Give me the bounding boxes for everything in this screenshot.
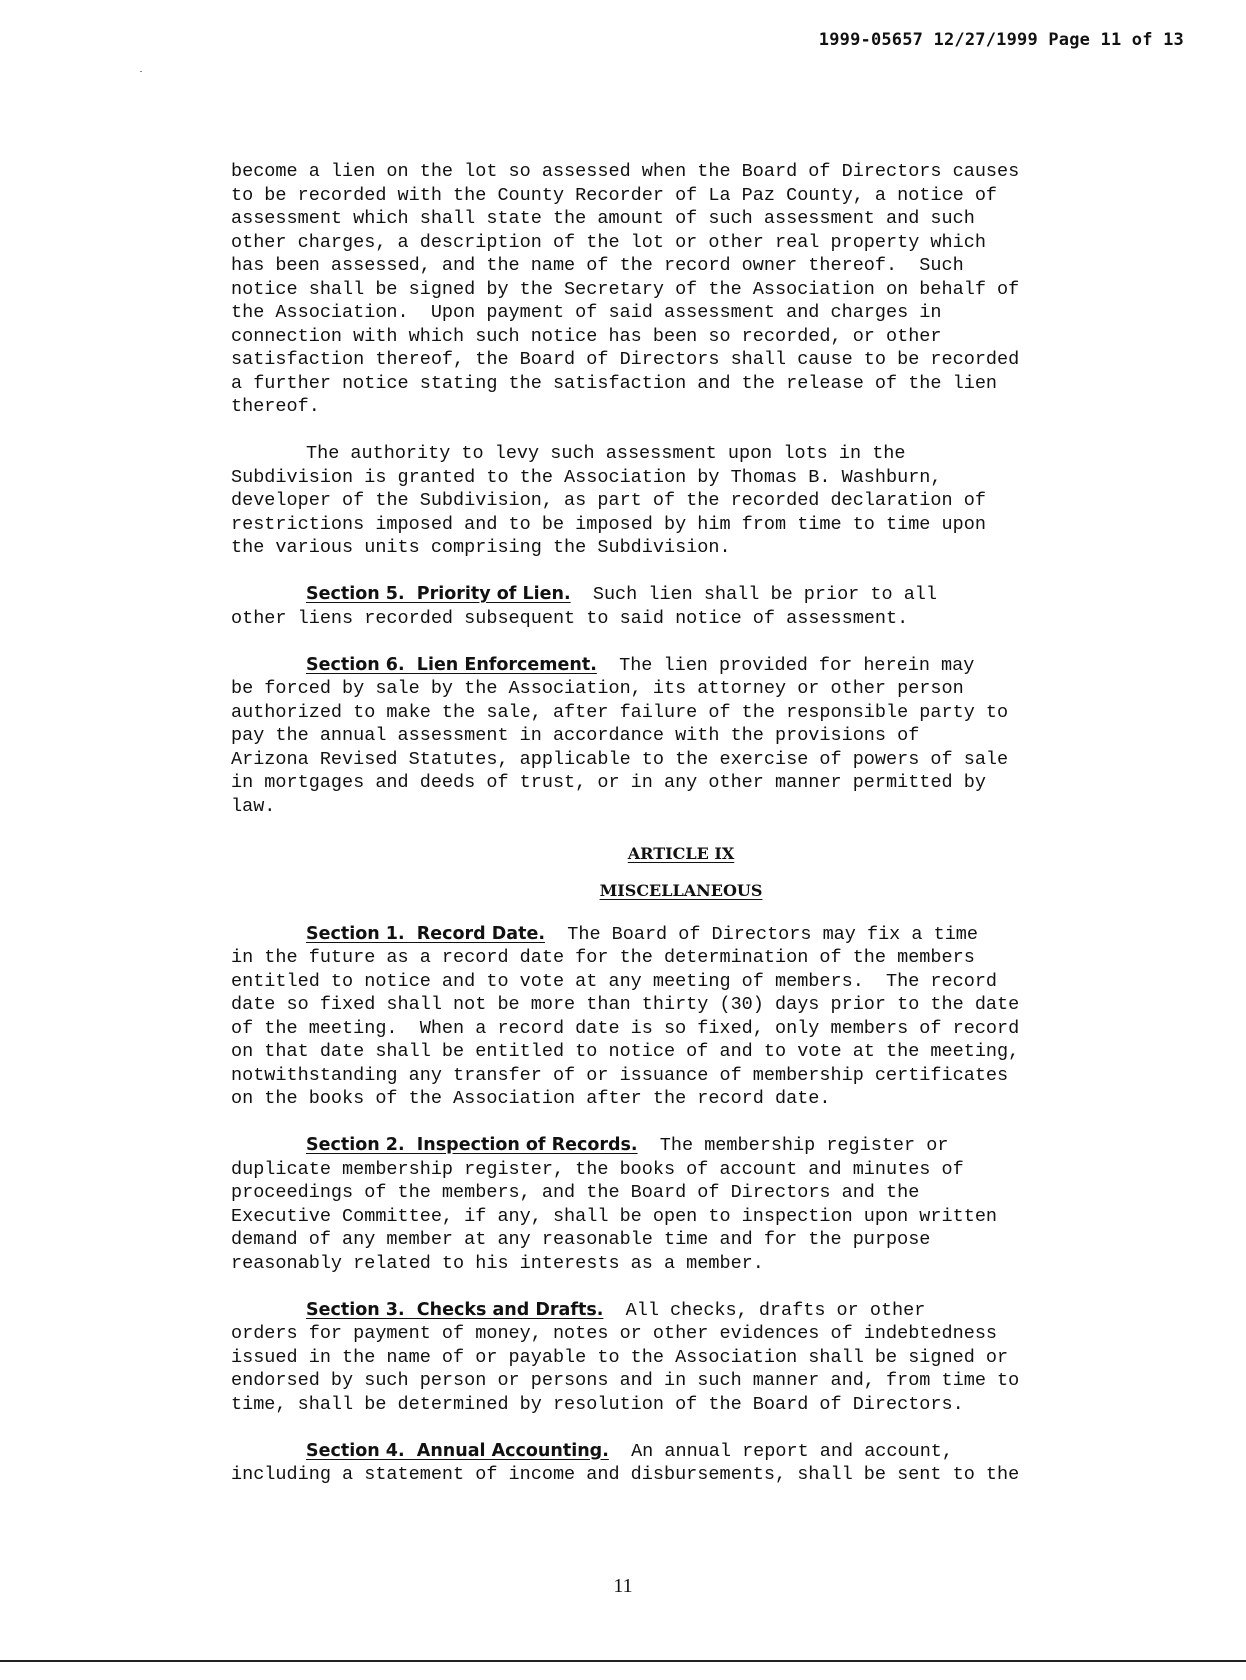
section-lien-enforcement (231, 654, 1131, 819)
scan-speck (140, 71, 142, 72)
section-body: including a statement of income and disbursements, shall be sent to the (231, 1464, 1020, 1485)
section-body: in the future as a record date for the determination of the members entitled to notice and to vote at any meeting of members. The record date so fixed shall not be more than thirty (30) days prior to the date of the meeting. When a record date is so fixed, only members of record on that date shall be entitled to notice of and to vote at the meeting, notwithstanding any transfer of or issuance of membership certificates on the books of the Association after the record date. (231, 947, 1020, 1109)
bottom-edge-rule (0, 1660, 1246, 1662)
section-first-line: The Board of Directors may fix a time (567, 923, 979, 945)
section-priority-of-lien (231, 583, 1131, 630)
section-heading: Section 4. Annual Accounting. (306, 1440, 609, 1461)
paragraph-authority (231, 442, 1131, 560)
page-number: 11 (613, 1575, 633, 1597)
section-body: other liens recorded subsequent to said notice of assessment. (231, 607, 909, 629)
section-first-line: The membership register or (659, 1135, 949, 1156)
article-subtitle: MISCELLANEOUS (599, 881, 763, 900)
paragraph-lien-notice: become a lien on the lot so assessed when the Board of Directors causes to be recorded with the County Recorder of La Paz County, a notice of assessment which shall state the amount of such assessment and such other charges, a description of the lot or other real property which has been assessed, and the name of the record owner thereof. Such notice shall be signed by the Secretary of the Association on behalf of the Association. Upon payment of said assessment and charges in connection with which such notice has been so recorded, or other satisfaction thereof, the Board of Directors shall cause to be recorded a further notice stating the satisfaction and the release of the lien thereof. (231, 161, 1020, 417)
section-checks-and-drafts (231, 1299, 1131, 1417)
section-heading: Section 3. Checks and Drafts. (306, 1299, 604, 1320)
section-first-line: Such lien shall be prior to all (592, 584, 937, 605)
article-title: ARTICLE IX (627, 843, 735, 863)
section-heading: Section 1. Record Date. (306, 923, 546, 944)
recording-stamp: 1999-05657 12/27/1999 Page 11 of 13 (818, 30, 1184, 50)
section-body: be forced by sale by the Association, its attorney or other person authorized to make the sale, after failure of the responsible party to pay the annual assessment in accordance with the provisions of Arizona Revised Statutes, applicable to the exercise of powers of sale in mortgages and deeds of trust, or in any other manner permitted by law. (231, 678, 1009, 817)
section-body: duplicate membership register, the books of account and minutes of proceedings of the members, and the Board of Directors and the Executive Committee, if any, shall be open to inspection upon written demand of any member at any reasonable time and for the purpose reasonably related to his interests as a member. (231, 1158, 998, 1274)
section-heading: Section 5. Priority of Lien. (306, 584, 571, 604)
section-first-line: An annual report and account, (631, 1440, 954, 1462)
section-body: orders for payment of money, notes or other evidences of indebtedness issued in the name of or payable to the Association shall be signed or endorsed by such person or persons and in such manner and, from time to time, shall be determined by resolution of the Board of Directors. (231, 1323, 1020, 1415)
section-annual-accounting (231, 1440, 1131, 1487)
section-heading: Section 6. Lien Enforcement. (306, 654, 597, 675)
paragraph-authority-body: Subdivision is granted to the Association by Thomas B. Washburn, developer of the Subdivision, as part of the recorded declaration of restrictions imposed and to be imposed by him from time to time upon the various units comprising the Subdivision. (231, 466, 986, 558)
section-heading: Section 2. Inspection of Records. (306, 1135, 638, 1155)
paragraph-authority-first-line: The authority to levy such assessment upon lots in the (306, 443, 906, 464)
section-first-line: All checks, drafts or other (625, 1299, 926, 1321)
section-record-date (231, 923, 1131, 1111)
section-first-line: The lien provided for herein may (619, 654, 975, 676)
document-body (231, 160, 1131, 1510)
section-inspection-of-records (231, 1134, 1131, 1275)
